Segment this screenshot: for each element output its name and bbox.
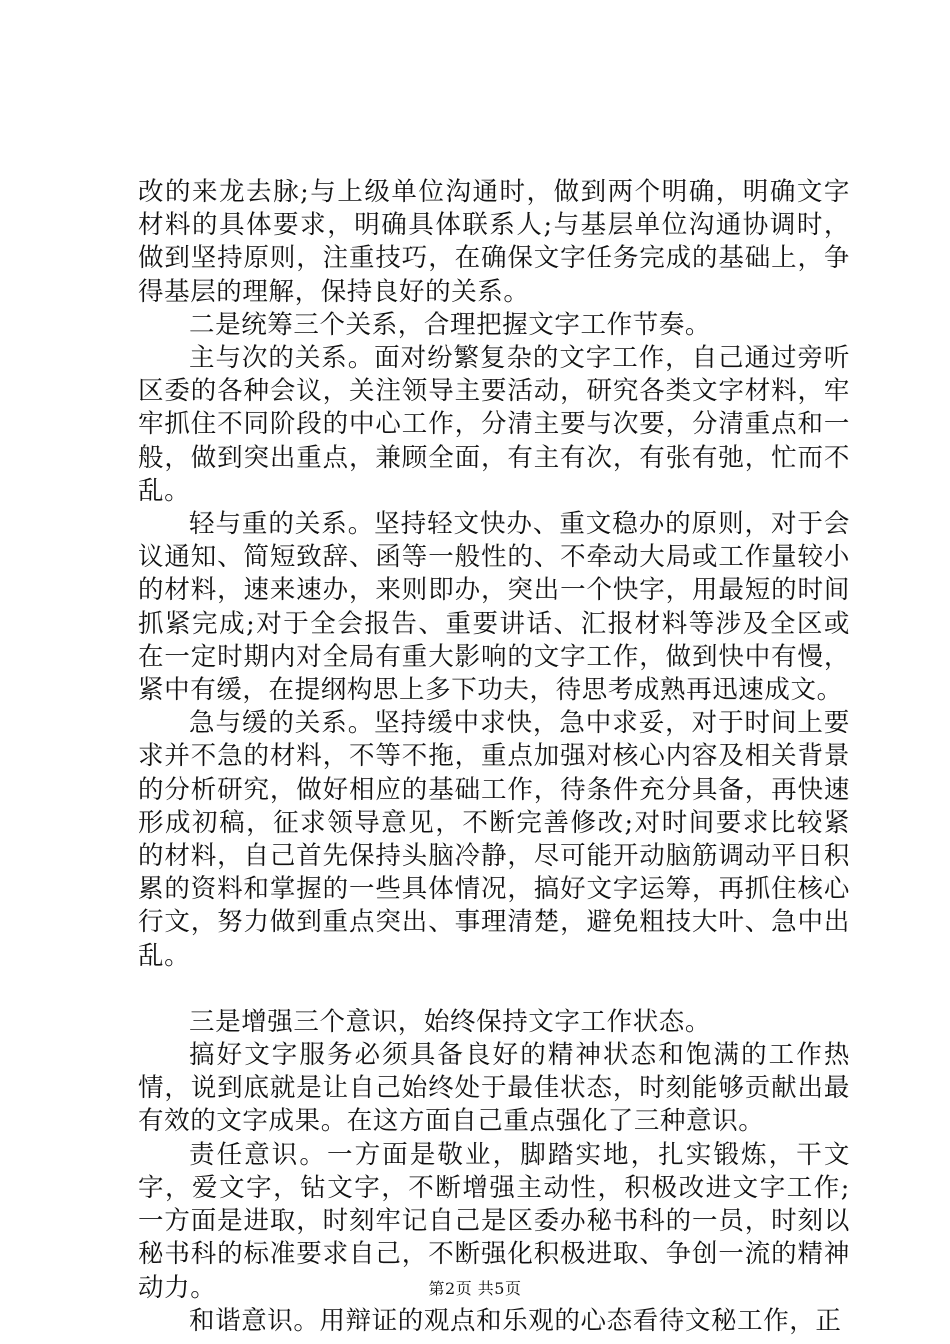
- body-text: [138, 176, 850, 1338]
- page-number-footer: 第2页 共5页: [428, 1279, 522, 1298]
- paragraph-8: 责任意识。一方面是敬业，脚踏实地，扎实锻炼，干文字，爱文字，钻文字，不断增强主动性，积极改进文字工作;一方面是进取，时刻牢记自己是区委办秘书科的一员，时刻以秘书科的标准要求自己，不断强化积极进取、争创一流的精神动力。: [138, 1139, 850, 1303]
- paragraph-5: 急与缓的关系。坚持缓中求快，急中求妥，对于时间上要求并不急的材料，不等不拖，重点加强对核心内容及相关背景的分析研究，做好相应的基础工作，待条件充分具备，再快速形成初稿，征求领导意见，不断完善修改;对时间要求比较紧的材料，自己首先保持头脑冷静，尽可能开动脑筋调动平日积累的资料和掌握的一些具体情况，搞好文字运筹，再抓住核心行文，努力做到重点突出、事理清楚，避免粗技大叶、急中出乱。: [138, 708, 850, 971]
- paragraph-2-heading: 二是统筹三个关系，合理把握文字工作节奏。: [189, 309, 712, 340]
- paragraph-6-heading: 三是增强三个意识，始终保持文字工作状态。: [189, 1006, 712, 1037]
- paragraph-1: 改的来龙去脉;与上级单位沟通时，做到两个明确，明确文字材料的具体要求，明确具体联系人;与基层单位沟通协调时，做到坚持原则，注重技巧，在确保文字任务完成的基础上，争得基层的理解，保持良好的关系。: [138, 177, 850, 307]
- paragraph-gap: [138, 973, 850, 1006]
- paragraph-9: 和谐意识。用辩证的观点和乐观的心态看待文秘工作，正: [189, 1305, 842, 1336]
- paragraph-7: 搞好文字服务必须具备良好的精神状态和饱满的工作热情，说到底就是让自己始终处于最佳状态，时刻能够贡献出最有效的文字成果。在这方面自己重点强化了三种意识。: [138, 1040, 850, 1137]
- paragraph-3: 主与次的关系。面对纷繁复杂的文字工作，自己通过旁听区委的各种会议，关注领导主要活动，研究各类文字材料，牢牢抓住不同阶段的中心工作，分清主要与次要，分清重点和一般，做到突出重点，兼顾全面，有主有次，有张有弛，忙而不乱。: [138, 343, 850, 506]
- paragraph-4: 轻与重的关系。坚持轻文快办、重文稳办的原则，对于会议通知、简短致辞、函等一般性的、不牵动大局或工作量较小的材料，速来速办，来则即办，突出一个快字，用最短的时间抓紧完成;对于全会报告、重要讲话、汇报材料等涉及全区或在一定时期内对全局有重大影响的文字工作，做到快中有慢，紧中有缓，在提纲构思上多下功夫，待思考成熟再迅速成文。: [138, 509, 850, 706]
